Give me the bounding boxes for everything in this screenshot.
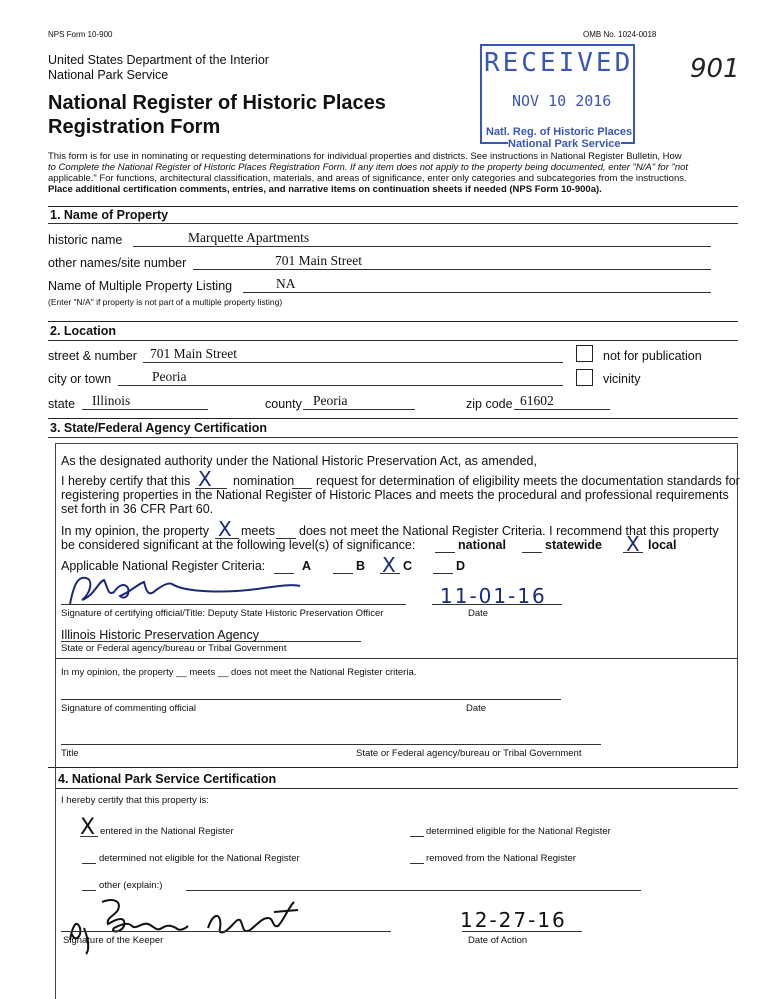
multiple-listing-value: NA [276,276,296,291]
stamp-received: RECEIVED [484,48,634,78]
keeper-date-value: 12-27-16 [460,908,567,932]
handwritten-number: 901 [690,54,740,84]
certifying-date-value: 11-01-16 [440,584,547,608]
option-entered: entered in the National Register [100,826,234,837]
cert-p3d: be considered significant at the following level(s) of significance: [61,538,416,552]
criteria-b: B [356,559,366,573]
entered-check-mark: X [80,815,96,840]
multiple-listing-label: Name of Multiple Property Listing [48,279,233,293]
agency-label: State or Federal agency/bureau or Tribal Government [61,643,287,654]
criteria-c: C [403,559,413,573]
historic-name-value: Marquette Apartments [188,230,310,245]
street-value: 701 Main Street [150,346,237,361]
cert-p2a: I hereby certify that this [61,474,191,488]
intro-line-3: applicable." For functions, architectural classification, materials, and areas of significance, enter only categories and subcategories from the instructions. [48,173,687,184]
stamp-date: NOV 10 2016 [512,92,612,110]
option-determined-eligible: determined eligible for the National Register [426,826,611,837]
intro-line-4: Place additional certification comments, entries, and narrative items on continuation sheets if needed (NPS Form 10-900a). [48,184,602,195]
criteria-d: D [456,559,466,573]
criteria-label: Applicable National Register Criteria: [61,559,266,573]
form-id: NPS Form 10-900 [48,30,113,39]
state-value: Illinois [92,393,131,408]
commenting-date-label: Date [466,703,487,714]
opinion-line: In my opinion, the property __ meets __ does not meet the National Register criteria. [61,667,417,678]
level-local: local [648,538,677,552]
option-other: other (explain:) [99,880,163,891]
agency-line: National Park Service [48,68,169,82]
not-for-publication-checkbox[interactable] [576,345,593,362]
state-label: state [48,397,76,411]
stamp-line1: Natl. Reg. of Historic Places [486,126,633,138]
intro-line-1: This form is for use in nominating or requesting determinations for individual properties and districts. See instructions in National Register Bulletin, How [48,151,682,162]
vicinity-checkbox[interactable] [576,369,593,386]
keeper-signature [62,888,322,958]
option-not-eligible: determined not eligible for the National Register [99,853,300,864]
level-statewide: statewide [545,538,602,552]
section-2-heading: 2. Location [50,324,116,338]
stamp-line2: National Park Service [508,138,621,150]
department-line: United States Department of the Interior [48,53,269,67]
page-subtitle: Registration Form [48,116,221,138]
section-1-heading: 1. Name of Property [50,208,169,222]
local-check-mark: X [626,532,640,556]
zip-label: zip code [466,397,513,411]
multiple-listing-note: (Enter "N/A" if property is not part of a multiple property listing) [48,297,283,307]
keeper-date-label: Date of Action [468,935,528,946]
city-label: city or town [48,372,112,386]
city-value: Peoria [152,369,187,384]
page-title: National Register of Historic Places [48,92,386,114]
certifying-date-label: Date [468,608,489,619]
cert-p2c: request for determination of eligibility meets the documentation standards for [316,474,740,488]
commenting-official-label: Signature of commenting official [61,703,197,714]
other-names-label: other names/site number [48,256,187,270]
cert-p2b: nomination [233,474,295,488]
meets-check-mark: X [218,517,232,541]
option-removed: removed from the National Register [426,853,576,864]
cert-p2d: registering properties in the National Register of Historic Places and meets the procedural and professional requirements [61,488,729,502]
intro-line-2: to Complete the National Register of Historic Places Registration Form. If any item does not apply to the property being documented, enter "N/A" for "not [48,162,689,173]
cert-p1: As the designated authority under the National Historic Preservation Act, as amended, [61,454,537,468]
nomination-check-mark: X [198,467,212,491]
cert-p3c: does not meet the National Register Criteria. I recommend that this property [299,524,719,538]
keeper-signature-label: Signature of the Keeper [63,935,164,946]
criteria-c-check-mark: X [382,553,396,577]
historic-name-label: historic name [48,233,123,247]
received-stamp [480,44,635,150]
cert-p3b: meets [241,524,276,538]
street-label: street & number [48,349,137,363]
cert-p3a: In my opinion, the property [61,524,209,538]
cert-p2e: set forth in 36 CFR Part 60. [61,502,214,516]
county-label: county [265,397,302,411]
certifying-official-label: Signature of certifying official/Title: Deputy State Historic Preservation Officer [61,608,384,619]
criteria-a: A [302,559,312,573]
title-label: Title [61,748,79,759]
zip-value: 61602 [520,393,554,408]
vicinity-label: vicinity [603,372,641,386]
other-names-value: 701 Main Street [275,253,362,268]
title-agency-label: State or Federal agency/bureau or Tribal Government [356,748,582,759]
agency-value: Illinois Historic Preservation Agency [61,628,259,642]
level-national: national [458,538,506,552]
nps-cert-intro: I hereby certify that this property is: [61,795,209,806]
omb-number: OMB No. 1024-0018 [583,30,657,39]
county-value: Peoria [313,393,348,408]
not-for-publication-label: not for publication [603,349,702,363]
section-4-heading: 4. National Park Service Certification [58,772,277,786]
section-3-heading: 3. State/Federal Agency Certification [50,421,267,435]
